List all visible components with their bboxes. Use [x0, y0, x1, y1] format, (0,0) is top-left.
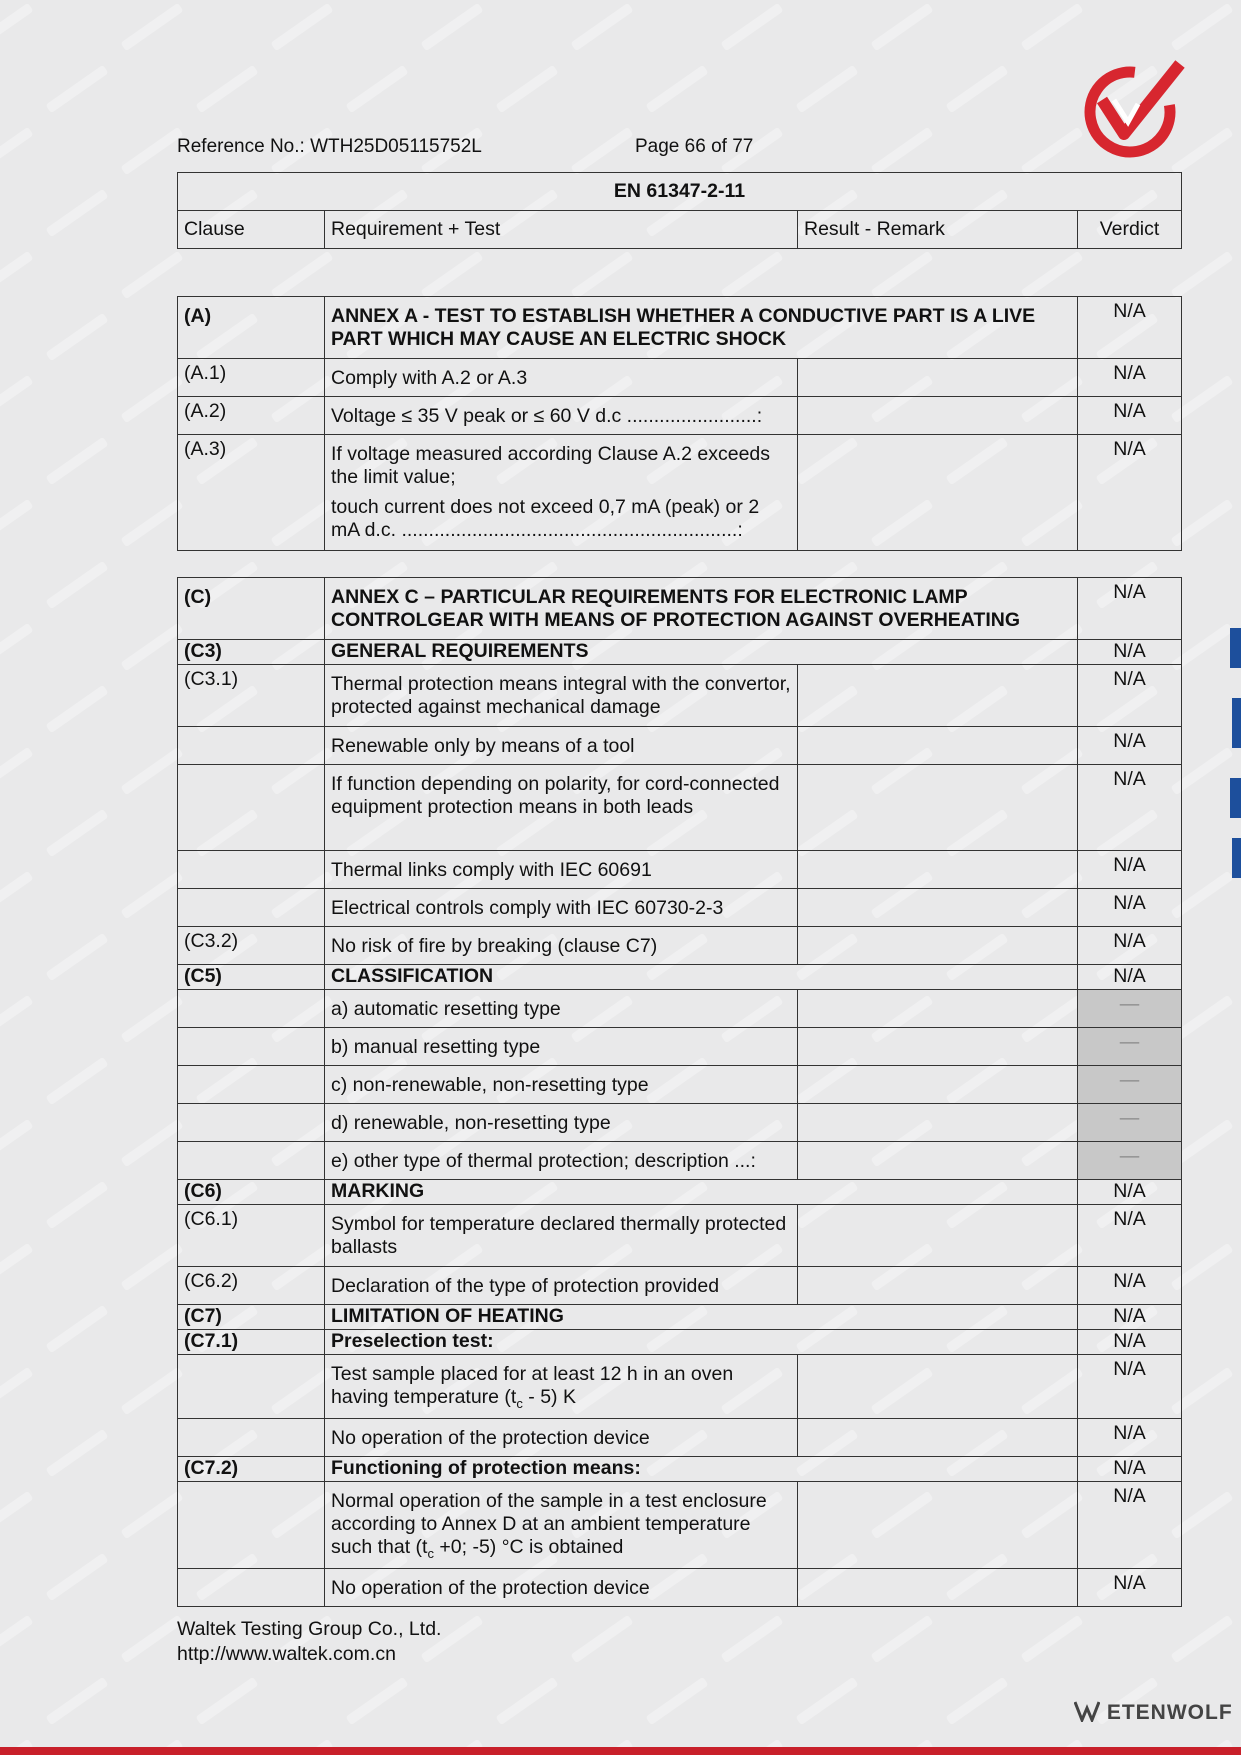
requirement-text: +0; -5) °C is obtained: [433, 1535, 624, 1558]
requirement-cell: LIMITATION OF HEATING: [325, 1305, 1078, 1330]
table-row: [178, 927, 1182, 965]
clause-cell: [178, 727, 325, 765]
requirement-cell: Comply with A.2 or A.3: [325, 359, 798, 397]
requirement-cell: Electrical controls comply with IEC 60730-2-3: [325, 889, 798, 927]
watermark-tile: [120, 995, 183, 1043]
verdict-cell: —: [1078, 1066, 1182, 1104]
table-row: [178, 1481, 1182, 1568]
watermark-tile: [45, 437, 108, 485]
table-row: [178, 1355, 1182, 1419]
watermark-tile: [645, 65, 708, 113]
clause-cell: (C7.1): [178, 1330, 325, 1355]
verdict-cell: —: [1078, 1028, 1182, 1066]
clause-cell: [178, 1481, 325, 1568]
verdict-cell: N/A: [1078, 1481, 1182, 1568]
requirement-cell: Functioning of protection means:: [325, 1456, 1078, 1481]
requirement-text: Test sample placed for at least 12 h in an oven having temperature (t: [331, 1363, 734, 1408]
watermark-tile: [270, 251, 333, 299]
verdict-cell: N/A: [1078, 1456, 1182, 1481]
clause-cell: (C3.1): [178, 665, 325, 727]
verdict-cell: N/A: [1078, 927, 1182, 965]
watermark-tile: [420, 251, 483, 299]
result-cell: [798, 1104, 1078, 1142]
watermark-tile: [120, 1615, 183, 1663]
clause-cell: [178, 1568, 325, 1606]
requirement-cell: Preselection test:: [325, 1330, 1078, 1355]
annex-c-table: [177, 577, 1182, 1607]
requirement-cell: Renewable only by means of a tool: [325, 727, 798, 765]
watermark-tile: [0, 871, 33, 919]
table-row: [178, 965, 1182, 990]
requirement-text: Normal operation of the sample in a test enclosure according to Annex D at an ambient temperature such that (t: [331, 1489, 767, 1558]
watermark-tile: [720, 251, 783, 299]
table-row: [178, 1267, 1182, 1305]
watermark-tile: [345, 65, 408, 113]
etenwolf-icon: [1074, 1700, 1100, 1722]
table-row: [178, 578, 1182, 640]
page-header: [177, 136, 754, 158]
clause-cell: (C6): [178, 1180, 325, 1205]
watermark-tile: [45, 1305, 108, 1353]
result-cell: [798, 1066, 1078, 1104]
table-row: [178, 1180, 1182, 1205]
verdict-cell: N/A: [1078, 359, 1182, 397]
column-header-result: Result - Remark: [798, 211, 1078, 249]
verdict-cell: N/A: [1078, 889, 1182, 927]
watermark-tile: [45, 1057, 108, 1105]
verdict-cell: N/A: [1078, 1330, 1182, 1355]
requirement-cell: ANNEX A - TEST TO ESTABLISH WHETHER A CONDUCTIVE PART IS A LIVE PART WHICH MAY CAUSE AN ELECTRIC SHOCK: [325, 297, 1078, 359]
watermark-tile: [570, 251, 633, 299]
company-name: Waltek Testing Group Co., Ltd.: [177, 1618, 442, 1640]
requirement-text: - 5) K: [522, 1386, 576, 1408]
watermark-tile: [45, 685, 108, 733]
result-cell: [798, 1142, 1078, 1180]
requirement-cell: d) renewable, non-resetting type: [325, 1104, 798, 1142]
verdict-cell: N/A: [1078, 1180, 1182, 1205]
result-cell: [798, 1355, 1078, 1419]
table-row: [178, 665, 1182, 727]
table-row: [178, 297, 1182, 359]
watermark-tile: [0, 251, 33, 299]
result-cell: [798, 1028, 1078, 1066]
table-row: [178, 359, 1182, 397]
requirement-cell: No operation of the protection device: [325, 1568, 798, 1606]
watermark-tile: [0, 1367, 33, 1415]
bottom-accent-bar: [0, 1747, 1241, 1755]
requirement-cell: GENERAL REQUIREMENTS: [325, 640, 1078, 665]
watermark-tile: [420, 3, 483, 51]
requirement-cell: Voltage ≤ 35 V peak or ≤ 60 V d.c ........................:: [325, 397, 798, 435]
clause-cell: (A.1): [178, 359, 325, 397]
requirement-cell: a) automatic resetting type: [325, 990, 798, 1028]
watermark-tile: [345, 1677, 408, 1725]
watermark-tile: [870, 1615, 933, 1663]
watermark-tile: [0, 623, 33, 671]
reference-number: Reference No.: WTH25D05115752L: [177, 136, 482, 157]
clause-cell: [178, 851, 325, 889]
watermark-tile: [1170, 3, 1233, 51]
standard-title: EN 61347-2-11: [178, 173, 1182, 211]
verdict-cell: N/A: [1078, 297, 1182, 359]
requirement-cell: No risk of fire by breaking (clause C7): [325, 927, 798, 965]
clause-cell: (A.2): [178, 397, 325, 435]
watermark-tile: [495, 1677, 558, 1725]
verdict-cell: N/A: [1078, 727, 1182, 765]
watermark-tile: [1170, 1615, 1233, 1663]
table-row: [178, 397, 1182, 435]
watermark-tile: [120, 1491, 183, 1539]
result-cell: [798, 765, 1078, 851]
table-row: [178, 1305, 1182, 1330]
watermark-tile: [570, 1615, 633, 1663]
watermark-tile: [720, 1615, 783, 1663]
subscript-c: c: [516, 1395, 523, 1411]
requirement-cell: MARKING: [325, 1180, 1078, 1205]
watermark-tile: [45, 313, 108, 361]
table-row: [178, 851, 1182, 889]
table-row: [178, 990, 1182, 1028]
page-number: Page 66 of 77: [635, 136, 754, 157]
clause-cell: (C7.2): [178, 1456, 325, 1481]
watermark-tile: [45, 189, 108, 237]
table-row: [178, 727, 1182, 765]
requirement-cell: CLASSIFICATION: [325, 965, 1078, 990]
watermark-tile: [0, 127, 33, 175]
result-cell: [798, 1205, 1078, 1267]
requirement-cell: [325, 1355, 798, 1419]
verdict-cell: N/A: [1078, 851, 1182, 889]
watermark-tile: [0, 3, 33, 51]
watermark-tile: [1020, 251, 1083, 299]
standard-header-table: [177, 172, 1182, 249]
result-cell: [798, 851, 1078, 889]
watermark-tile: [120, 3, 183, 51]
annex-a-table: [177, 296, 1182, 551]
result-cell: [798, 1418, 1078, 1456]
company-url[interactable]: http://www.waltek.com.cn: [177, 1643, 396, 1665]
watermark-tile: [195, 65, 258, 113]
etenwolf-brand: [1074, 1700, 1233, 1725]
table-row: [178, 1028, 1182, 1066]
clause-cell: [178, 1355, 325, 1419]
requirement-cell: Thermal protection means integral with the convertor, protected against mechanical damage: [325, 665, 798, 727]
side-logo-fragment: [1228, 628, 1241, 878]
verdict-cell: —: [1078, 1104, 1182, 1142]
waltek-logo: [1080, 60, 1192, 160]
watermark-tile: [120, 623, 183, 671]
requirement-text: touch current does not exceed 0,7 mA (peak) or 2 mA d.c. ..............................................................:: [331, 496, 760, 541]
column-header-verdict: Verdict: [1078, 211, 1182, 249]
clause-cell: (C5): [178, 965, 325, 990]
result-cell: [798, 1267, 1078, 1305]
verdict-cell: N/A: [1078, 765, 1182, 851]
clause-cell: (C3): [178, 640, 325, 665]
clause-cell: [178, 990, 325, 1028]
watermark-tile: [120, 871, 183, 919]
result-cell: [798, 990, 1078, 1028]
watermark-tile: [45, 933, 108, 981]
clause-cell: [178, 1418, 325, 1456]
column-header-requirement: Requirement + Test: [325, 211, 798, 249]
watermark-tile: [0, 747, 33, 795]
requirement-cell: If function depending on polarity, for cord-connected equipment protection means in both leads: [325, 765, 798, 851]
table-row: [178, 1142, 1182, 1180]
watermark-tile: [1020, 1615, 1083, 1663]
watermark-tile: [795, 1677, 858, 1725]
table-row: [178, 1568, 1182, 1606]
watermark-tile: [0, 499, 33, 547]
verdict-cell: N/A: [1078, 578, 1182, 640]
clause-cell: (A): [178, 297, 325, 359]
requirement-cell: Thermal links comply with IEC 60691: [325, 851, 798, 889]
table-row: [178, 1456, 1182, 1481]
clause-cell: (C6.1): [178, 1205, 325, 1267]
requirement-cell: ANNEX C – PARTICULAR REQUIREMENTS FOR ELECTRONIC LAMP CONTROLGEAR WITH MEANS OF PROTECTION AGAINST OVERHEATING: [325, 578, 1078, 640]
watermark-tile: [270, 3, 333, 51]
verdict-cell: N/A: [1078, 1568, 1182, 1606]
table-row: [178, 1418, 1182, 1456]
verdict-cell: N/A: [1078, 1418, 1182, 1456]
requirement-cell: Declaration of the type of protection provided: [325, 1267, 798, 1305]
requirement-cell: c) non-renewable, non-resetting type: [325, 1066, 798, 1104]
verdict-cell: N/A: [1078, 397, 1182, 435]
watermark-tile: [0, 1491, 33, 1539]
clause-cell: (A.3): [178, 435, 325, 551]
watermark-tile: [0, 375, 33, 423]
watermark-tile: [870, 127, 933, 175]
watermark-tile: [945, 1677, 1008, 1725]
page-footer: [177, 1617, 441, 1667]
watermark-tile: [120, 747, 183, 795]
table-row: [178, 435, 1182, 551]
table-row: [178, 765, 1182, 851]
table-row: [178, 1104, 1182, 1142]
table-row: [178, 640, 1182, 665]
table-row: [178, 1205, 1182, 1267]
result-cell: [798, 1568, 1078, 1606]
table-row: [178, 889, 1182, 927]
watermark-tile: [45, 1429, 108, 1477]
watermark-tile: [120, 375, 183, 423]
watermark-tile: [570, 3, 633, 51]
watermark-tile: [195, 1677, 258, 1725]
watermark-tile: [0, 1243, 33, 1291]
column-header-clause: Clause: [178, 211, 325, 249]
watermark-tile: [120, 1119, 183, 1167]
watermark-tile: [45, 1553, 108, 1601]
clause-cell: [178, 1066, 325, 1104]
watermark-tile: [120, 499, 183, 547]
verdict-cell: N/A: [1078, 1267, 1182, 1305]
result-cell: [798, 927, 1078, 965]
watermark-tile: [795, 65, 858, 113]
requirement-text: If voltage measured according Clause A.2 exceeds the limit value;: [331, 443, 771, 488]
watermark-tile: [1020, 3, 1083, 51]
verdict-cell: N/A: [1078, 965, 1182, 990]
watermark-tile: [720, 3, 783, 51]
result-cell: [798, 727, 1078, 765]
clause-cell: [178, 1142, 325, 1180]
result-cell: [798, 397, 1078, 435]
clause-cell: [178, 1028, 325, 1066]
requirement-cell: b) manual resetting type: [325, 1028, 798, 1066]
result-cell: [798, 435, 1078, 551]
verdict-cell: N/A: [1078, 435, 1182, 551]
table-row: [178, 1330, 1182, 1355]
brand-name: ETENWOLF: [1106, 1701, 1233, 1724]
clause-cell: (C3.2): [178, 927, 325, 965]
watermark-tile: [0, 1119, 33, 1167]
watermark-tile: [0, 1615, 33, 1663]
watermark-tile: [120, 127, 183, 175]
verdict-cell: N/A: [1078, 1205, 1182, 1267]
watermark-tile: [495, 65, 558, 113]
watermark-tile: [45, 561, 108, 609]
result-cell: [798, 1481, 1078, 1568]
clause-cell: (C6.2): [178, 1267, 325, 1305]
clause-cell: [178, 889, 325, 927]
watermark-tile: [645, 1677, 708, 1725]
subscript-c: c: [427, 1545, 434, 1561]
requirement-cell: [325, 1481, 798, 1568]
watermark-tile: [45, 809, 108, 857]
watermark-tile: [570, 127, 633, 175]
watermark-tile: [120, 251, 183, 299]
requirement-cell: No operation of the protection device: [325, 1418, 798, 1456]
watermark-tile: [945, 65, 1008, 113]
watermark-tile: [120, 1367, 183, 1415]
watermark-tile: [0, 995, 33, 1043]
requirement-cell: [325, 435, 798, 551]
verdict-cell: N/A: [1078, 640, 1182, 665]
verdict-cell: —: [1078, 990, 1182, 1028]
verdict-cell: N/A: [1078, 1355, 1182, 1419]
verdict-cell: N/A: [1078, 1305, 1182, 1330]
watermark-tile: [870, 251, 933, 299]
result-cell: [798, 359, 1078, 397]
clause-cell: [178, 1104, 325, 1142]
verdict-cell: N/A: [1078, 665, 1182, 727]
watermark-tile: [45, 65, 108, 113]
requirement-cell: e) other type of thermal protection; description ...:: [325, 1142, 798, 1180]
watermark-tile: [870, 3, 933, 51]
table-row: [178, 1066, 1182, 1104]
result-cell: [798, 889, 1078, 927]
watermark-tile: [45, 1181, 108, 1229]
watermark-tile: [1170, 251, 1233, 299]
clause-cell: (C): [178, 578, 325, 640]
requirement-cell: Symbol for temperature declared thermally protected ballasts: [325, 1205, 798, 1267]
clause-cell: [178, 765, 325, 851]
clause-cell: (C7): [178, 1305, 325, 1330]
watermark-tile: [120, 1243, 183, 1291]
watermark-tile: [1020, 127, 1083, 175]
verdict-cell: —: [1078, 1142, 1182, 1180]
watermark-tile: [45, 1677, 108, 1725]
result-cell: [798, 665, 1078, 727]
